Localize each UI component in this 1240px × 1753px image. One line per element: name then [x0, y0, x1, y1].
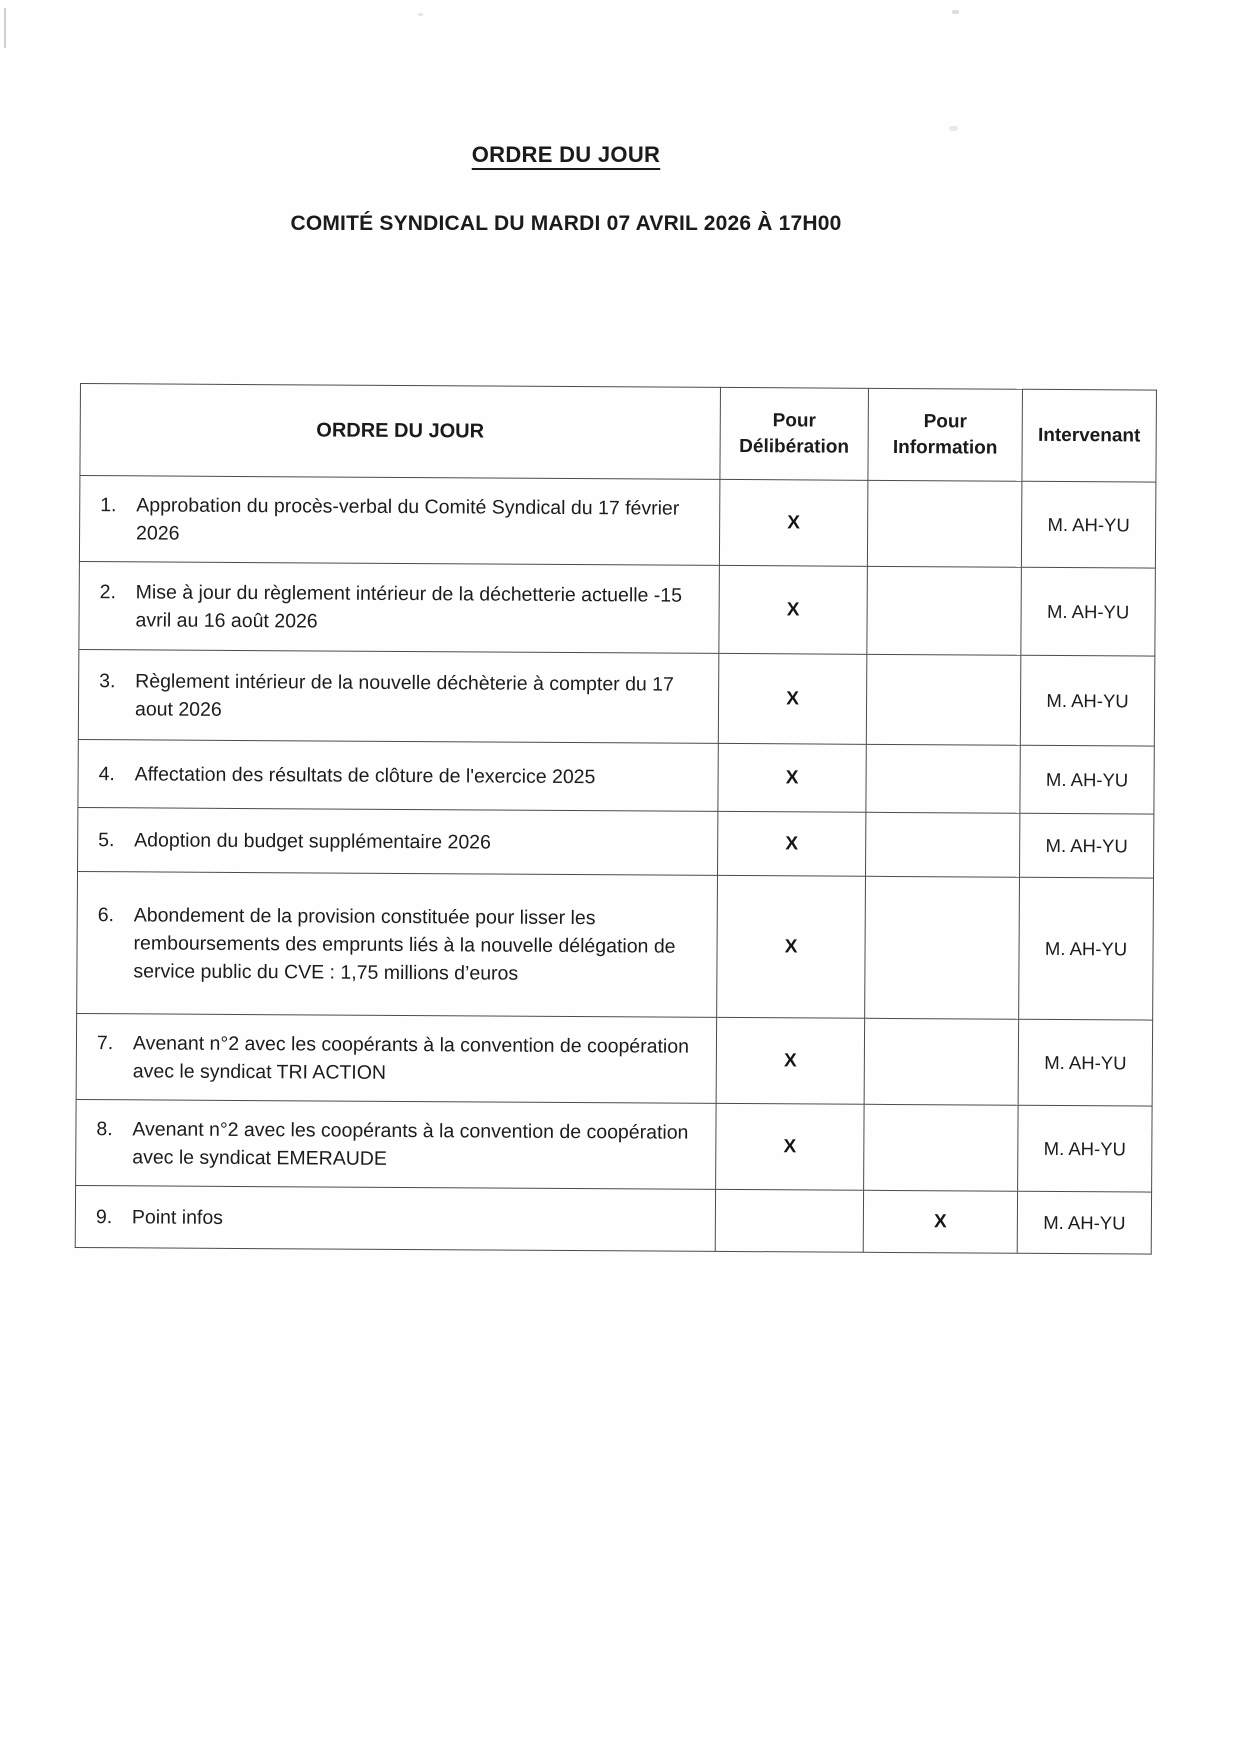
- agenda-item-cell: [78, 739, 718, 811]
- item-number: 6.: [97, 903, 115, 926]
- information-mark: [866, 812, 1020, 877]
- deliberation-mark: X: [716, 1103, 865, 1190]
- item-number: 9.: [95, 1205, 113, 1228]
- table-row: [79, 561, 1156, 656]
- information-mark: [865, 876, 1020, 1019]
- header-cell-agenda: ORDRE DU JOUR: [80, 384, 721, 480]
- document-header: [0, 0, 1132, 236]
- information-mark: [867, 566, 1022, 655]
- table-row: [78, 649, 1155, 746]
- agenda-item-cell: [78, 807, 718, 875]
- header-cell-intervenant: Intervenant: [1022, 389, 1157, 482]
- deliberation-mark: [715, 1189, 863, 1252]
- agenda-item-cell: [77, 871, 718, 1017]
- intervenant-cell: M. AH-YU: [1021, 481, 1156, 568]
- item-text: Point infos: [131, 1205, 224, 1229]
- header-cell-information: Pour Information: [868, 388, 1023, 481]
- item-text: Approbation du procès-verbal du Comité Syndical du 17 février 2026: [136, 493, 680, 545]
- agenda-table: [75, 383, 1157, 1255]
- item-number: 2.: [99, 580, 117, 603]
- item-number: 3.: [99, 669, 116, 692]
- agenda-item-cell: [78, 649, 719, 743]
- intervenant-cell: M. AH-YU: [1019, 813, 1153, 878]
- agenda-item-cell: [79, 476, 720, 566]
- intervenant-cell: M. AH-YU: [1020, 745, 1154, 814]
- deliberation-mark: X: [718, 743, 866, 812]
- item-text: Avenant n°2 avec les coopérants à la convention de coopération avec le syndicat EMERAUDE: [132, 1117, 689, 1170]
- table-row: [76, 1013, 1153, 1106]
- table-row: [77, 871, 1154, 1020]
- agenda-item-cell: [76, 1099, 717, 1189]
- agenda-item-cell: [76, 1013, 717, 1103]
- item-number: 4.: [98, 762, 115, 785]
- intervenant-cell: M. AH-YU: [1017, 1191, 1151, 1254]
- item-text: Avenant n°2 avec les coopérants à la convention de coopération avec le syndicat TRI ACTION: [132, 1031, 690, 1084]
- information-mark: [867, 480, 1022, 567]
- information-mark: X: [863, 1190, 1017, 1253]
- header-cell-deliberation: Pour Délibération: [720, 387, 869, 480]
- table-row: [78, 739, 1154, 814]
- page-subtitle: COMITÉ SYNDICAL DU MARDI 07 AVRIL 2026 À 17H00: [290, 212, 842, 235]
- deliberation-mark: X: [718, 653, 867, 744]
- item-number: 7.: [96, 1031, 114, 1054]
- intervenant-cell: M. AH-YU: [1020, 655, 1155, 746]
- deliberation-mark: X: [718, 811, 866, 876]
- page-title: ORDRE DU JOUR: [471, 142, 661, 167]
- intervenant-cell: M. AH-YU: [1018, 1019, 1153, 1106]
- item-number: 1.: [100, 493, 117, 516]
- deliberation-mark: X: [719, 479, 868, 566]
- agenda-item-cell: [79, 561, 720, 653]
- item-text: Abondement de la provision constituée pour lisser les remboursements des emprunts liés à la nouvelle délégation de service public du CVE : 1,75 millions d’euros: [133, 903, 676, 985]
- table-row: [75, 1185, 1151, 1254]
- item-text: Adoption du budget supplémentaire 2026: [134, 828, 491, 854]
- agenda-item-cell: [75, 1185, 715, 1251]
- table-row: [76, 1099, 1153, 1192]
- deliberation-mark: X: [717, 875, 866, 1018]
- deliberation-mark: X: [719, 565, 868, 654]
- item-number: 5.: [98, 828, 115, 851]
- item-text: Règlement intérieur de la nouvelle déchèterie à compter du 17 aout 2026: [134, 669, 674, 721]
- information-mark: [864, 1104, 1019, 1191]
- intervenant-cell: M. AH-YU: [1021, 567, 1156, 656]
- table-row: [78, 807, 1154, 878]
- item-text: Affectation des résultats de clôture de l'exercice 2025: [134, 762, 596, 788]
- information-mark: [864, 1018, 1019, 1105]
- item-number: 8.: [96, 1117, 113, 1140]
- information-mark: [866, 654, 1021, 745]
- deliberation-mark: X: [716, 1017, 865, 1104]
- intervenant-cell: M. AH-YU: [1019, 877, 1154, 1020]
- table-header-row: [80, 384, 1157, 483]
- table-row: [79, 476, 1156, 569]
- intervenant-cell: M. AH-YU: [1018, 1105, 1153, 1192]
- information-mark: [866, 744, 1020, 813]
- item-text: Mise à jour du règlement intérieur de la déchetterie actuelle -15 avril au 16 août 2026: [135, 580, 683, 632]
- agenda-table-container: [75, 383, 1156, 1255]
